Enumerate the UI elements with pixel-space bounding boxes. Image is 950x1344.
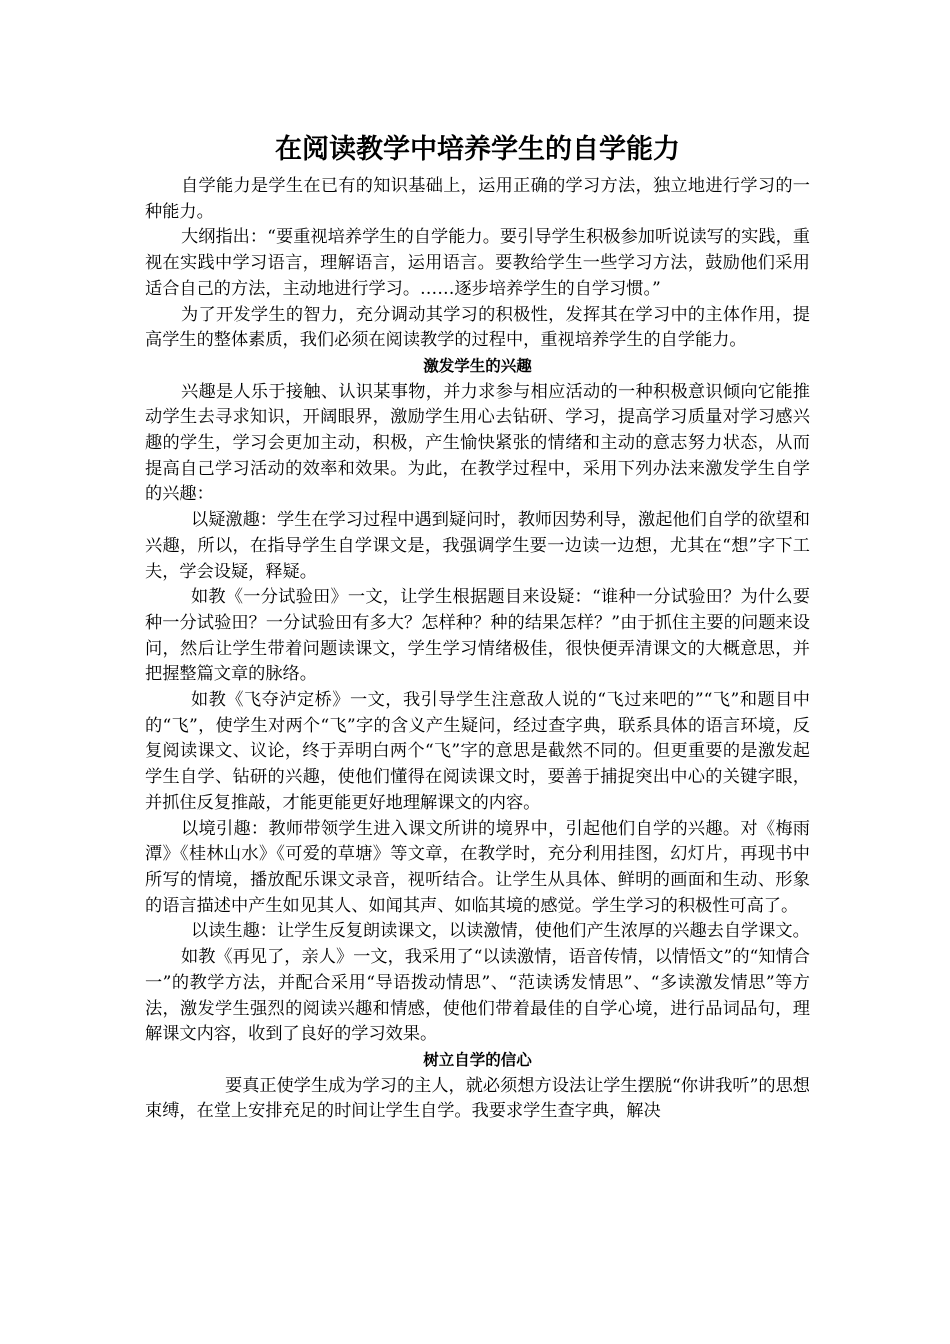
section1-paragraph-2: 以疑激趣：学生在学习过程中遇到疑问时，教师因势利导，激起他们自学的欲望和兴趣，所以，在指导学生自学课文是，我强调学生要一边读一边想，尤其在“想”字下工夫，学会设疑，释疑。 xyxy=(145,510,810,582)
section-heading-confidence: 树立自学的信心 xyxy=(423,1050,532,1069)
document-page xyxy=(145,128,810,1125)
section1-paragraph-4: 如教《飞夺泸定桥》一文，我引导学生注意敌人说的“飞过来吧的”“飞”和题目中的“飞”，使学生对两个“飞”字的含义产生疑问，经过查字典，联系具体的语言环境，反复阅读课文、议论，终于弄明白两个“飞”字的意思是截然不同的。但更重要的是激发起学生自学、钻研的兴趣，使他们懂得在阅读课文时，要善于捕捉突出中心的关键字眼，并抓住反复推敲，才能更能更好地理解课文的内容。 xyxy=(145,690,810,813)
document-title: 在阅读教学中培养学生的自学能力 xyxy=(275,134,680,165)
intro-paragraph-3: 为了开发学生的智力，充分调动其学习的积极性，发挥其在学习中的主体作用，提高学生的整体素质，我们必须在阅读教学的过程中，重视培养学生的自学能力。 xyxy=(145,304,810,351)
intro-paragraph-1: 自学能力是学生在已有的知识基础上，运用正确的学习方法，独立地进行学习的一种能力。 xyxy=(145,176,810,222)
section1-paragraph-1: 兴趣是人乐于接触、认识某事物，并力求参与相应活动的一种积极意识倾向它能推动学生去寻求知识，开阔眼界，激励学生用心去钻研、学习，提高学习质量对学习感兴趣的学生，学习会更加主动，积极，产生愉快紧张的情绪和主动的意志努力状态，从而提高自己学习活动的效率和效果。为此，在教学过程中，采用下列办法来激发学生自学的兴趣： xyxy=(145,381,810,505)
section1-paragraph-6: 以读生趣：让学生反复朗读课文，以读激情，使他们产生浓厚的兴趣去自学课文。 xyxy=(191,921,810,942)
intro-paragraph-2: 大纲指出：“要重视培养学生的自学能力。要引导学生积极参加听说读写的实践，重视在实践中学习语言，理解语言，运用语言。要教给学生一些学习方法，鼓励他们采用适合自己的方法，主动地进行学习。……逐步培养学生的自学习惯。” xyxy=(145,227,810,299)
section1-paragraph-3: 如教《一分试验田》一文，让学生根据题目来设疑：“谁种一分试验田？为什么要种一分试验田？一分试验田有多大？怎样种？种的结果怎样？”由于抓住主要的问题来设问，然后让学生带着问题读课文，学生学习情绪极佳，很快便弄清课文的大概意思，并把握整篇文章的脉络。 xyxy=(145,587,810,685)
section1-paragraph-7: 如教《再见了，亲人》一文，我采用了“以读激情，语音传情，以情悟文”的“知情合一”的教学方法，并配合采用“导语拨动情思”、“范读诱发情思”、“多读激发情思”等方法，激发学生强烈的阅读兴趣和情感，使他们带着最佳的自学心境，进行品词品句，理解课文内容，收到了良好的学习效果。 xyxy=(145,947,810,1045)
section2-paragraph-1: 要真正使学生成为学习的主人，就必须想方设法让学生摆脱“你讲我听”的思想束缚，在堂上安排充足的时间让学生自学。我要求学生查字典，解决 xyxy=(145,1075,810,1122)
section-heading-interest: 激发学生的兴趣 xyxy=(423,356,532,375)
section1-paragraph-5: 以境引趣：教师带领学生进入课文所讲的境界中，引起他们自学的兴趣。对《梅雨潭》《桂林山水》《可爱的草塘》等文章，在教学时，充分利用挂图，幻灯片，再现书中所写的情境，播放配乐课文录音，视听结合。让学生从具体、鲜明的画面和生动、形象的语言描述中产生如见其人、如闻其声、如临其境的感觉。学生学习的积极性可高了。 xyxy=(145,818,810,916)
